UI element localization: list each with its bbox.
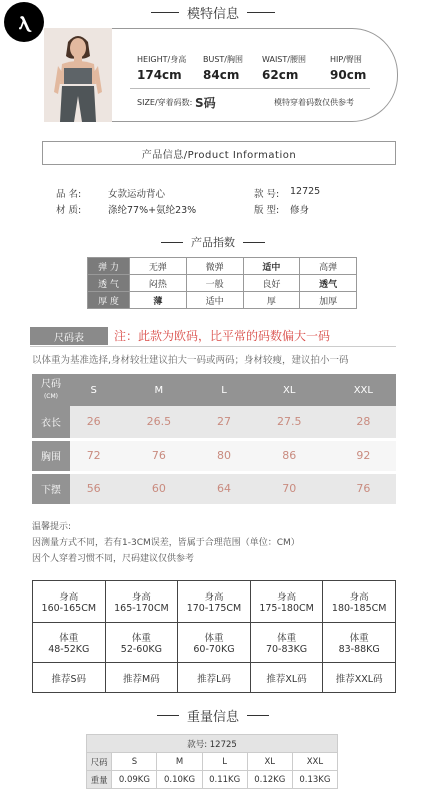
index-row-breathability	[88, 275, 357, 292]
size-cell: 76	[331, 472, 396, 505]
product-item-label: 款 号:	[254, 189, 280, 200]
size-cell: 26	[70, 406, 117, 439]
product-material-label: 材 质:	[56, 205, 82, 216]
recommend-size-row	[33, 663, 396, 693]
recommend-weight-cell	[323, 623, 396, 663]
recommend-height-value: 165-170CM	[114, 603, 169, 614]
size-chart-red-note: 注：此款为欧码，比平常的码数偏大一码	[114, 329, 331, 343]
index-option: 微弹	[186, 258, 243, 275]
size-row-label: 胸围	[32, 439, 70, 472]
weight-size-cell: XXL	[292, 753, 337, 771]
recommend-weight-label: 体重	[59, 633, 79, 644]
index-row-elasticity	[88, 258, 357, 275]
size-cell: 27	[200, 406, 247, 439]
recommend-height-cell	[33, 581, 106, 623]
size-recommend-table	[32, 580, 396, 693]
index-option: 良好	[243, 275, 300, 292]
weight-item-row	[87, 735, 338, 753]
size-cell: 92	[331, 439, 396, 472]
weight-section-title	[0, 706, 426, 725]
weight-value-label: 重量	[87, 771, 112, 789]
size-worn-value: S码	[195, 96, 216, 110]
model-photo	[44, 28, 112, 122]
index-row-thickness	[88, 292, 357, 309]
size-worn-label: SIZE/穿着码数:	[137, 98, 193, 107]
stat-height-label: HEIGHT/身高	[137, 55, 187, 64]
size-cell: 60	[117, 472, 200, 505]
weight-size-cell: M	[157, 753, 202, 771]
product-fit-value: 修身	[290, 205, 310, 216]
size-corner	[32, 374, 70, 406]
size-row-label: 衣长	[32, 406, 70, 439]
index-option: 闷热	[130, 275, 187, 292]
weight-value-cell: 0.11KG	[202, 771, 247, 789]
recommend-height-label: 身高	[204, 592, 224, 603]
stat-bust-value: 84cm	[203, 68, 240, 82]
index-option: 适中	[186, 292, 243, 309]
size-cell: 64	[200, 472, 247, 505]
product-name-label: 品 名:	[56, 189, 82, 200]
stat-hip-value: 90cm	[330, 68, 367, 82]
stat-waist-value: 62cm	[262, 68, 299, 82]
recommend-weight-row	[33, 623, 396, 663]
recommend-weight-cell	[250, 623, 323, 663]
recommend-weight-cell	[33, 623, 106, 663]
tips-line-1: 因测量方式不同，若有1-3CM误差，皆属于合理范围（单位：CM）	[32, 538, 300, 548]
product-fit-label: 版 型:	[254, 205, 280, 216]
size-corner-label: 尺码	[41, 378, 61, 390]
index-option-selected: 薄	[130, 292, 187, 309]
recommend-height-cell	[178, 581, 251, 623]
size-cell: 80	[200, 439, 247, 472]
index-option: 加厚	[300, 292, 357, 309]
model-section-title	[0, 3, 426, 21]
size-row-label: 下摆	[32, 472, 70, 505]
size-worn-note: 模特穿着码数仅供参考	[274, 98, 354, 107]
recommend-height-value: 170-175CM	[186, 603, 242, 614]
size-cell: 56	[70, 472, 117, 505]
size-row-length	[32, 406, 396, 439]
recommend-height-label: 身高	[131, 592, 151, 603]
recommend-height-label: 身高	[59, 592, 79, 603]
weight-value-cell: 0.12KG	[247, 771, 292, 789]
stat-waist-label: WAIST/腰围	[262, 55, 306, 64]
size-corner-unit: (CM)	[43, 392, 59, 400]
recommend-height-cell	[250, 581, 323, 623]
size-chart-table	[32, 374, 396, 507]
weight-size-cell: S	[112, 753, 157, 771]
recommend-weight-value: 70-83KG	[265, 644, 308, 655]
weight-table	[86, 734, 338, 789]
size-col-header: XL	[248, 374, 331, 406]
model-divider	[130, 88, 370, 89]
product-info-heading: 产品信息/Product Information	[42, 141, 396, 165]
recommend-size-cell: 推荐XL码	[250, 663, 323, 693]
stat-height-value: 174cm	[137, 68, 182, 82]
weight-item-number: 款号: 12725	[87, 735, 338, 753]
product-name-value: 女款运动背心	[108, 189, 166, 200]
recommend-weight-value: 52-60KG	[120, 644, 162, 655]
size-row-hem	[32, 472, 396, 505]
weight-title-text: 重量信息	[186, 710, 239, 725]
recommend-weight-label: 体重	[131, 633, 151, 644]
size-col-header: M	[117, 374, 200, 406]
recommend-height-label: 身高	[349, 592, 369, 603]
size-col-header: S	[70, 374, 117, 406]
size-col-header: XXL	[331, 374, 396, 406]
stat-bust-label: BUST/胸围	[203, 55, 244, 64]
weight-value-row	[87, 771, 338, 789]
product-index-table	[87, 257, 357, 309]
recommend-weight-value: 48-52KG	[48, 644, 90, 655]
recommend-weight-label: 体重	[349, 633, 369, 644]
recommend-weight-value: 83-88KG	[338, 644, 380, 655]
size-header-row	[32, 374, 396, 406]
index-option: 厚	[243, 292, 300, 309]
model-title-text: 模特信息	[186, 6, 239, 22]
recommend-height-label: 身高	[277, 592, 297, 603]
index-option: 无弹	[130, 258, 187, 275]
index-section-title	[0, 234, 426, 250]
size-cell: 26.5	[117, 406, 200, 439]
tips-title: 温馨提示:	[32, 522, 72, 532]
recommend-size-cell: 推荐M码	[105, 663, 178, 693]
size-cell: 72	[70, 439, 117, 472]
recommend-weight-cell	[178, 623, 251, 663]
tips-line-2: 因个人穿着习惯不同，尺码建议仅供参考	[32, 554, 195, 564]
recommend-height-row	[33, 581, 396, 623]
recommend-size-cell: 推荐L码	[178, 663, 251, 693]
recommend-weight-value: 60-70KG	[193, 644, 235, 655]
index-label: 透 气	[88, 275, 130, 292]
index-option-selected: 透气	[300, 275, 357, 292]
weight-size-row	[87, 753, 338, 771]
weight-size-cell: L	[202, 753, 247, 771]
recommend-height-value: 160-165CM	[41, 603, 97, 614]
recommend-height-cell	[105, 581, 178, 623]
size-cell: 28	[331, 406, 396, 439]
recommend-weight-label: 体重	[204, 633, 224, 644]
index-option-selected: 适中	[243, 258, 300, 275]
weight-value-cell: 0.09KG	[112, 771, 157, 789]
size-cell: 86	[248, 439, 331, 472]
size-cell: 70	[248, 472, 331, 505]
tips-block	[32, 519, 300, 567]
size-col-header: L	[200, 374, 247, 406]
recommend-height-value: 175-180CM	[259, 603, 314, 614]
recommend-size-cell: 推荐XXL码	[323, 663, 396, 693]
index-label: 厚 度	[88, 292, 130, 309]
size-cell: 27.5	[248, 406, 331, 439]
size-advice: 以体重为基准选择,身材较壮建议拍大一码或两码；身材较瘦，建议拍小一码	[32, 355, 349, 366]
index-option: 高弹	[300, 258, 357, 275]
weight-value-cell: 0.13KG	[292, 771, 337, 789]
index-option: 一般	[186, 275, 243, 292]
product-item-value: 12725	[290, 186, 321, 197]
size-chart-tab: 尺码表	[30, 327, 108, 345]
recommend-size-cell: 推荐S码	[33, 663, 106, 693]
brand-logo: ⲗ	[4, 2, 44, 42]
weight-value-cell: 0.10KG	[157, 771, 202, 789]
size-cell: 76	[117, 439, 200, 472]
recommend-height-cell	[323, 581, 396, 623]
recommend-height-value: 180-185CM	[331, 603, 387, 614]
size-chart-divider	[30, 346, 396, 347]
index-label: 弹 力	[88, 258, 130, 275]
recommend-weight-cell	[105, 623, 178, 663]
product-material-value: 涤纶77%+氨纶23%	[108, 205, 197, 216]
index-title-text: 产品指数	[191, 236, 235, 249]
recommend-weight-label: 体重	[277, 633, 297, 644]
stat-hip-label: HIP/臀围	[330, 55, 362, 64]
weight-size-label: 尺码	[87, 753, 112, 771]
weight-size-cell: XL	[247, 753, 292, 771]
size-row-bust	[32, 439, 396, 472]
